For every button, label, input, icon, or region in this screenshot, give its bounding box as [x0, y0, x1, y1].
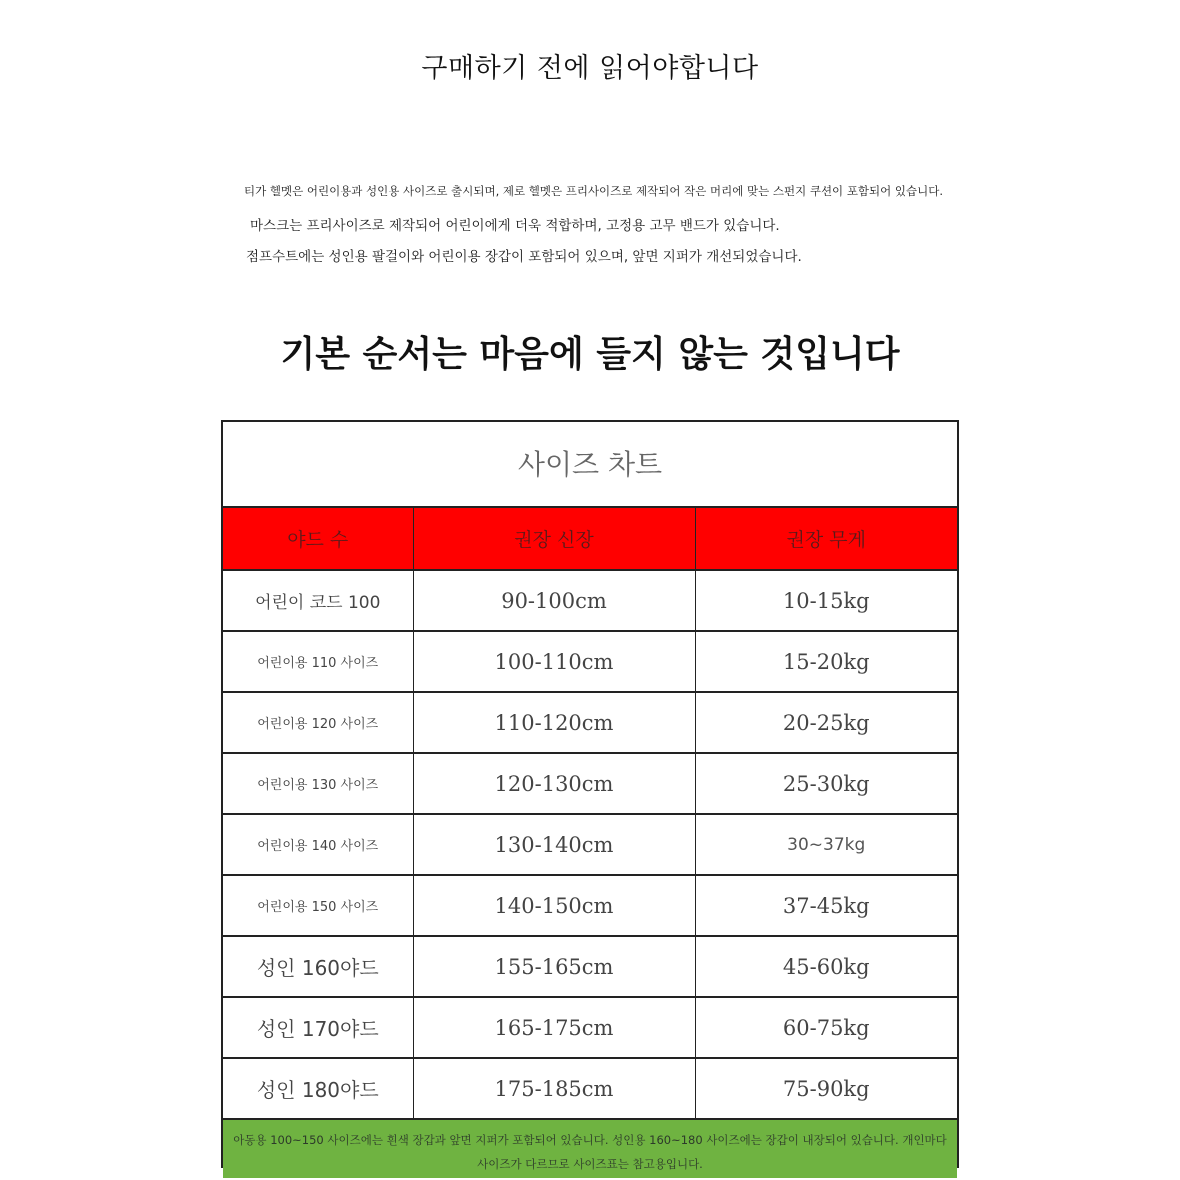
size-chart — [221, 420, 959, 1171]
footnote-line: 사이즈가 다르므로 사이즈표는 참고용입니다. — [477, 1157, 703, 1171]
height-cell: 90-100cm — [413, 570, 695, 631]
size-cell: 어린이용 140 사이즈 — [223, 814, 413, 875]
column-header-size: 야드 수 — [223, 508, 413, 570]
table-row — [223, 875, 957, 936]
page-title: 구매하기 전에 읽어야합니다 — [421, 53, 759, 84]
height-cell: 175-185cm — [413, 1058, 695, 1119]
size-chart-title: 사이즈 차트 — [223, 422, 957, 508]
weight-cell: 45-60kg — [695, 936, 957, 997]
height-cell: 130-140cm — [413, 814, 695, 875]
weight-cell: 30~37kg — [695, 814, 957, 875]
table-row — [223, 814, 957, 875]
size-cell: 성인 180야드 — [223, 1058, 413, 1119]
column-header-height: 권장 신장 — [413, 508, 695, 570]
size-cell: 성인 160야드 — [223, 936, 413, 997]
height-cell: 155-165cm — [413, 936, 695, 997]
weight-cell: 37-45kg — [695, 875, 957, 936]
size-chart-footnote — [223, 1120, 957, 1178]
table-header-row — [223, 508, 957, 570]
weight-cell: 20-25kg — [695, 692, 957, 753]
column-header-weight: 권장 무게 — [695, 508, 957, 570]
weight-cell: 10-15kg — [695, 570, 957, 631]
height-cell: 140-150cm — [413, 875, 695, 936]
table-row — [223, 753, 957, 814]
size-cell: 어린이용 120 사이즈 — [223, 692, 413, 753]
table-row — [223, 1058, 957, 1119]
size-cell: 어린이용 110 사이즈 — [223, 631, 413, 692]
size-table — [223, 508, 957, 1120]
height-cell: 100-110cm — [413, 631, 695, 692]
height-cell: 120-130cm — [413, 753, 695, 814]
footnote-line: 아동용 100~150 사이즈에는 흰색 장갑과 앞면 지퍼가 포함되어 있습니다. 성인용 160~180 사이즈에는 장갑이 내장되어 있습니다. 개인마다 — [233, 1133, 947, 1147]
table-row — [223, 631, 957, 692]
size-cell: 어린이용 130 사이즈 — [223, 753, 413, 814]
note-mask: 마스크는 프리사이즈로 제작되어 어린이에게 더욱 적합하며, 고정용 고무 밴드가 있습니다. — [250, 218, 780, 234]
size-cell: 어린이 코드 100 — [223, 570, 413, 631]
size-cell: 성인 170야드 — [223, 997, 413, 1058]
height-cell: 165-175cm — [413, 997, 695, 1058]
weight-cell: 15-20kg — [695, 631, 957, 692]
weight-cell: 75-90kg — [695, 1058, 957, 1119]
table-row — [223, 692, 957, 753]
table-row — [223, 997, 957, 1058]
weight-cell: 60-75kg — [695, 997, 957, 1058]
section-title: 기본 순서는 마음에 들지 않는 것입니다 — [280, 334, 900, 375]
table-row — [223, 570, 957, 631]
note-helmet: 티가 헬멧은 어린이용과 성인용 사이즈로 출시되며, 제로 헬멧은 프리사이즈로 제작되어 작은 머리에 맞는 스펀지 쿠션이 포함되어 있습니다. — [244, 184, 944, 198]
height-cell: 110-120cm — [413, 692, 695, 753]
note-jumpsuit: 점프수트에는 성인용 팔걸이와 어린이용 장갑이 포함되어 있으며, 앞면 지퍼가 개선되었습니다. — [246, 249, 802, 265]
table-row — [223, 936, 957, 997]
size-cell: 어린이용 150 사이즈 — [223, 875, 413, 936]
weight-cell: 25-30kg — [695, 753, 957, 814]
